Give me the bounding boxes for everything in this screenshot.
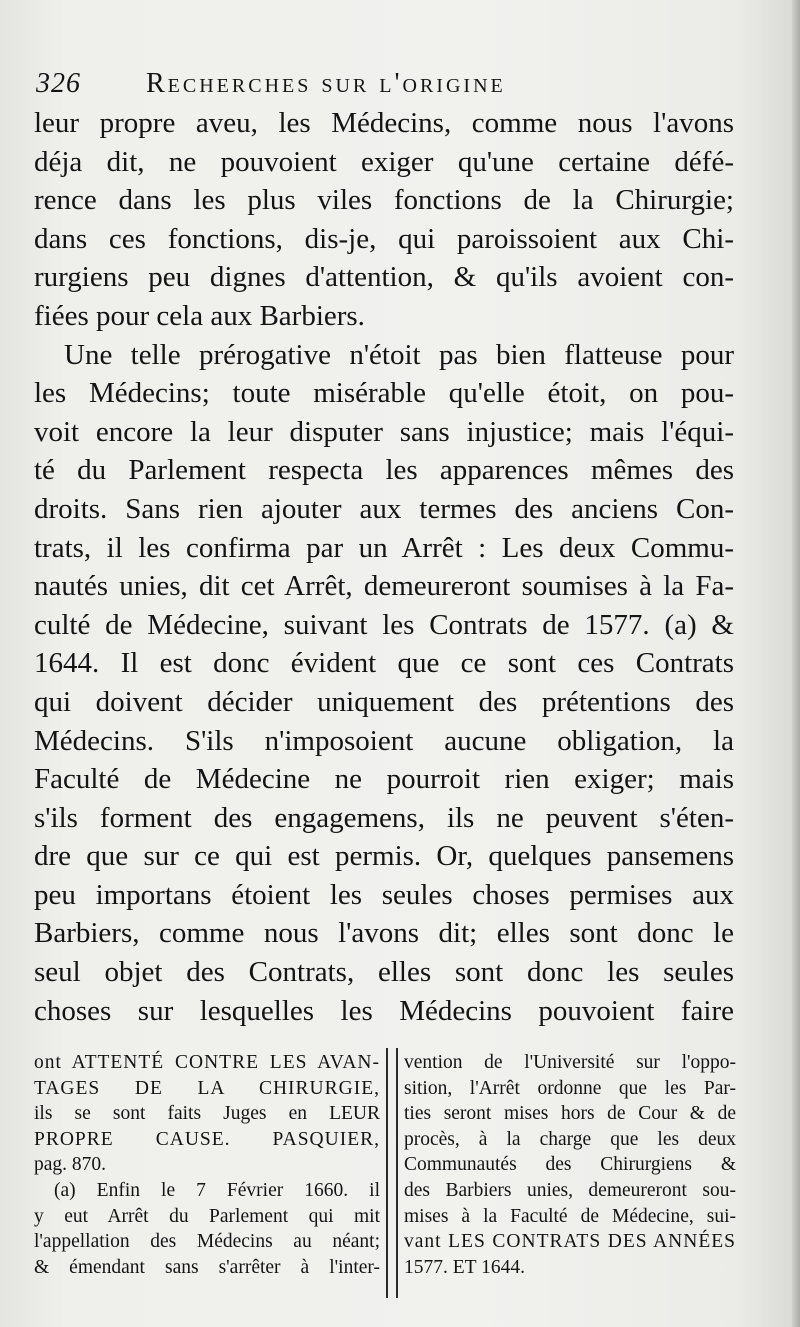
page-edge-shadow	[792, 0, 800, 1327]
footnote-line: PROPRE CAUSE. PASQUIER,	[34, 1128, 380, 1150]
footnote-line: & émendant sans s'arrêter à l'inter-	[34, 1256, 380, 1278]
text-line: s'ils forment des engagemens, ils ne peuvent s'éten-	[34, 801, 734, 834]
footnote-line: ont ATTENTÉ CONTRE LES AVAN-	[34, 1052, 380, 1073]
text-line: qui doivent décider uniquement des prétentions des	[34, 685, 734, 718]
text-line: les Médecins; toute misérable qu'elle étoit, on pou-	[34, 377, 734, 410]
text-line: voit encore la leur disputer sans injustice; mais l'équi-	[34, 415, 734, 448]
text-line: rurgiens peu dignes d'attention, & qu'ils avoient con-	[34, 261, 734, 294]
text-line: fiées pour cela aux Barbiers.	[34, 299, 365, 332]
footnote-line: TAGES DE LA CHIRURGIE,	[34, 1077, 380, 1099]
text-line: droits. Sans rien ajouter aux termes des anciens Con-	[34, 492, 734, 525]
footnote-line: sition, l'Arrêt ordonne que les Par-	[404, 1077, 736, 1099]
footnote-line: pag. 870.	[34, 1154, 107, 1176]
text-line: nautés unies, dit cet Arrêt, demeureront soumises à la Fa-	[34, 570, 734, 603]
text-line: peu importans étoient les seules choses permises aux	[34, 878, 734, 911]
footnote-line: Communautés des Chirurgiens &	[404, 1154, 736, 1176]
footnote-line: y eut Arrêt du Parlement qui mit	[34, 1205, 380, 1227]
footnote-line: vention de l'Université sur l'oppo-	[404, 1052, 736, 1073]
page-number: 326	[36, 68, 81, 99]
text-line: déja dit, ne pouvoient exiger qu'une certaine défé-	[34, 145, 734, 178]
text-line: rence dans les plus viles fonctions de la Chirurgie;	[34, 184, 734, 217]
footnote-line: vant LES CONTRATS DES ANNÉES	[404, 1231, 736, 1253]
text-line: culté de Médecine, suivant les Contrats de 1577. (a) &	[34, 608, 734, 641]
text-line: 1644. Il est donc évident que ce sont ces Contrats	[34, 647, 734, 680]
text-line: Barbiers, comme nous l'avons dit; elles sont donc le	[34, 917, 734, 950]
text-line: Une telle prérogative n'étoit pas bien flatteuse pour	[64, 338, 734, 371]
footnote-left-column	[34, 1050, 380, 1280]
footnote-line: ils se sont faits Juges en LEUR	[34, 1103, 380, 1125]
footnote-line: l'appellation des Médecins au néant;	[34, 1231, 380, 1253]
text-line: choses sur lesquelles les Médecins pouvoient faire	[34, 994, 734, 1027]
text-line: té du Parlement respecta les apparences mêmes des	[34, 454, 734, 487]
footnote-line: des Barbiers unies, demeureront sou-	[404, 1179, 736, 1201]
text-line: dans ces fonctions, dis-je, qui paroissoient aux Chi-	[34, 222, 734, 255]
text-line: trats, il les confirma par un Arrêt : Les deux Commu-	[34, 531, 734, 564]
footnote-line: procès, à la charge que les deux	[404, 1128, 736, 1150]
footnote-line: mises à la Faculté de Médecine, sui-	[404, 1205, 736, 1227]
footnote-line: 1577. ET 1644.	[404, 1256, 525, 1278]
text-line: seul objet des Contrats, elles sont donc les seules	[34, 956, 734, 989]
running-header	[36, 68, 736, 104]
text-line: Médecins. S'ils n'imposoient aucune obligation, la	[34, 724, 734, 757]
footnote-right-column	[404, 1050, 736, 1280]
footnote-line: ties seront mises hors de Cour & de	[404, 1103, 736, 1125]
footnote-line: (a) Enfin le 7 Février 1660. il	[54, 1179, 380, 1201]
footnote-column-divider	[386, 1048, 398, 1298]
running-title: Recherches sur l'origine	[146, 68, 506, 99]
text-line: leur propre aveu, les Médecins, comme nous l'avons	[34, 107, 734, 139]
text-line: Faculté de Médecine ne pourroit rien exiger; mais	[34, 763, 734, 796]
main-text	[34, 104, 734, 1030]
text-line: dre que sur ce qui est permis. Or, quelques pansemens	[34, 840, 734, 873]
